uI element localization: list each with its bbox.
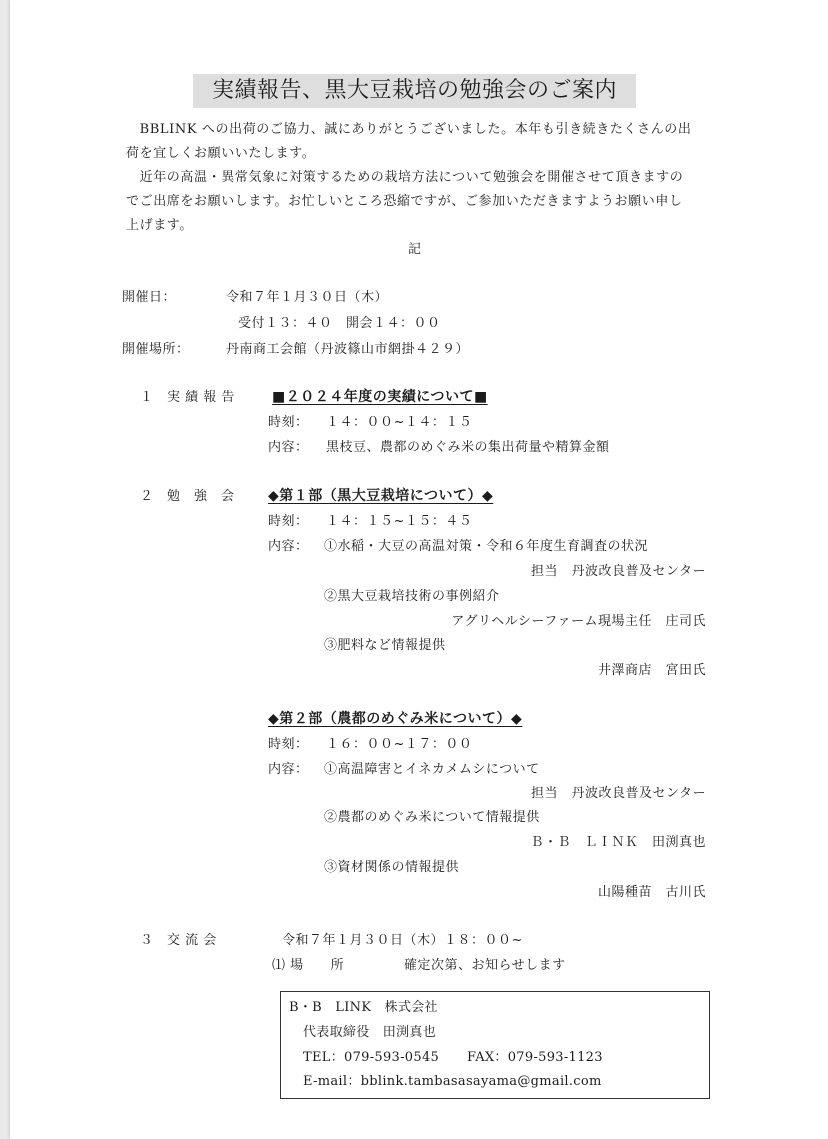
part1-item-3-speaker: 井澤商店 宮田氏 [597,663,706,678]
intro-line-4: でご出席をお願いします。お忙しいところ恐縮ですが、ご参加いただきますようお願い申し [126,194,683,209]
part1-heading: ◆第１部（黒大豆栽培について）◆ [268,488,494,504]
contact-representative: 代表取締役 田渕真也 [303,1025,437,1040]
date-label: 開催日： [122,290,177,305]
intro-line-5: 上げます。 [126,218,193,233]
contact-company: B・B LINK 株式会社 [289,1000,438,1015]
intro-line-1: BBLINK への出荷のご協力、誠にありがとうございました。本年も引き続きたくさんの出 [126,122,692,137]
part1-item-1-speaker: 担当 丹波改良普及センター [531,564,706,579]
part2-item-1-speaker: 担当 丹波改良普及センター [531,786,706,801]
part1-time-label: 時刻： [268,514,309,529]
part1-item-2: ②黒大豆栽培技術の事例紹介 [324,589,500,604]
section1-heading: ■２０２４年度の実績について■ [272,389,488,405]
part2-item-3: ③資材関係の情報提供 [324,860,460,875]
section3-label: ３ 交 流 会 [140,933,217,948]
part2-item-2: ②農都のめぐみ米について情報提供 [324,810,540,825]
section2-label: ２ 勉 強 会 [140,489,235,504]
section3-datetime: 令和７年１月３０日（木）１８：００~ [282,933,523,948]
part1-item-2-speaker: アグリヘルシーファーム現場主任 庄司氏 [451,614,706,629]
contact-box [280,991,710,1099]
part1-item-1: ①水稲・大豆の高温対策・令和６年度生育調査の状況 [324,539,649,554]
section1-time-value: １４：００~１４：１５ [326,415,473,430]
page-title: 実績報告、黒大豆栽培の勉強会のご案内 [193,74,636,108]
intro-line-2: 荷を宜しくお願いいたします。 [126,146,316,161]
contact-email: E-mail：bblink.tambasasayama@gmail.com [303,1074,602,1089]
section3-place-label: ⑴ 場 所 [272,958,345,973]
contact-fax: FAX：079-593-1123 [467,1050,603,1065]
section3-place-value: 確定次第、お知らせします [404,958,566,973]
part1-item-3: ③肥料など情報提供 [324,638,446,653]
part2-item-1: ①高温障害とイネカメムシについて [324,762,540,777]
contact-tel: TEL：079-593-0545 [303,1050,440,1065]
ki-mark: 記 [408,242,422,257]
part2-item-3-speaker: 山陽種苗 古川氏 [597,885,706,900]
part2-time-value: １６：００~１７：００ [326,737,473,752]
part2-item-2-speaker: Ｂ・Ｂ ＬＩＮＫ 田渕真也 [530,835,706,850]
reception-time: 受付１３：４０ 開会１４：００ [238,316,441,331]
section1-time-label: 時刻： [268,415,309,430]
part2-time-label: 時刻： [268,737,309,752]
part2-heading: ◆第２部（農都のめぐみ米について）◆ [268,711,523,727]
date-value: 令和７年１月３０日（木） [226,290,389,305]
part2-content-label: 内容： [268,762,309,777]
section1-content-label: 内容： [268,440,309,455]
part1-time-value: １４：１５~１５：４５ [326,514,473,529]
section1-content-value: 黒枝豆、農都のめぐみ米の集出荷量や精算金額 [326,440,610,455]
place-label: 開催場所： [122,342,190,357]
section1-label: １ 実 績 報 告 [140,390,235,405]
part1-content-label: 内容： [268,539,309,554]
intro-line-3: 近年の高温・異常気象に対策するための栽培方法について勉強会を開催させて頂きますの [126,170,684,185]
place-value: 丹南商工会館（丹波篠山市網掛４２９） [226,342,470,357]
